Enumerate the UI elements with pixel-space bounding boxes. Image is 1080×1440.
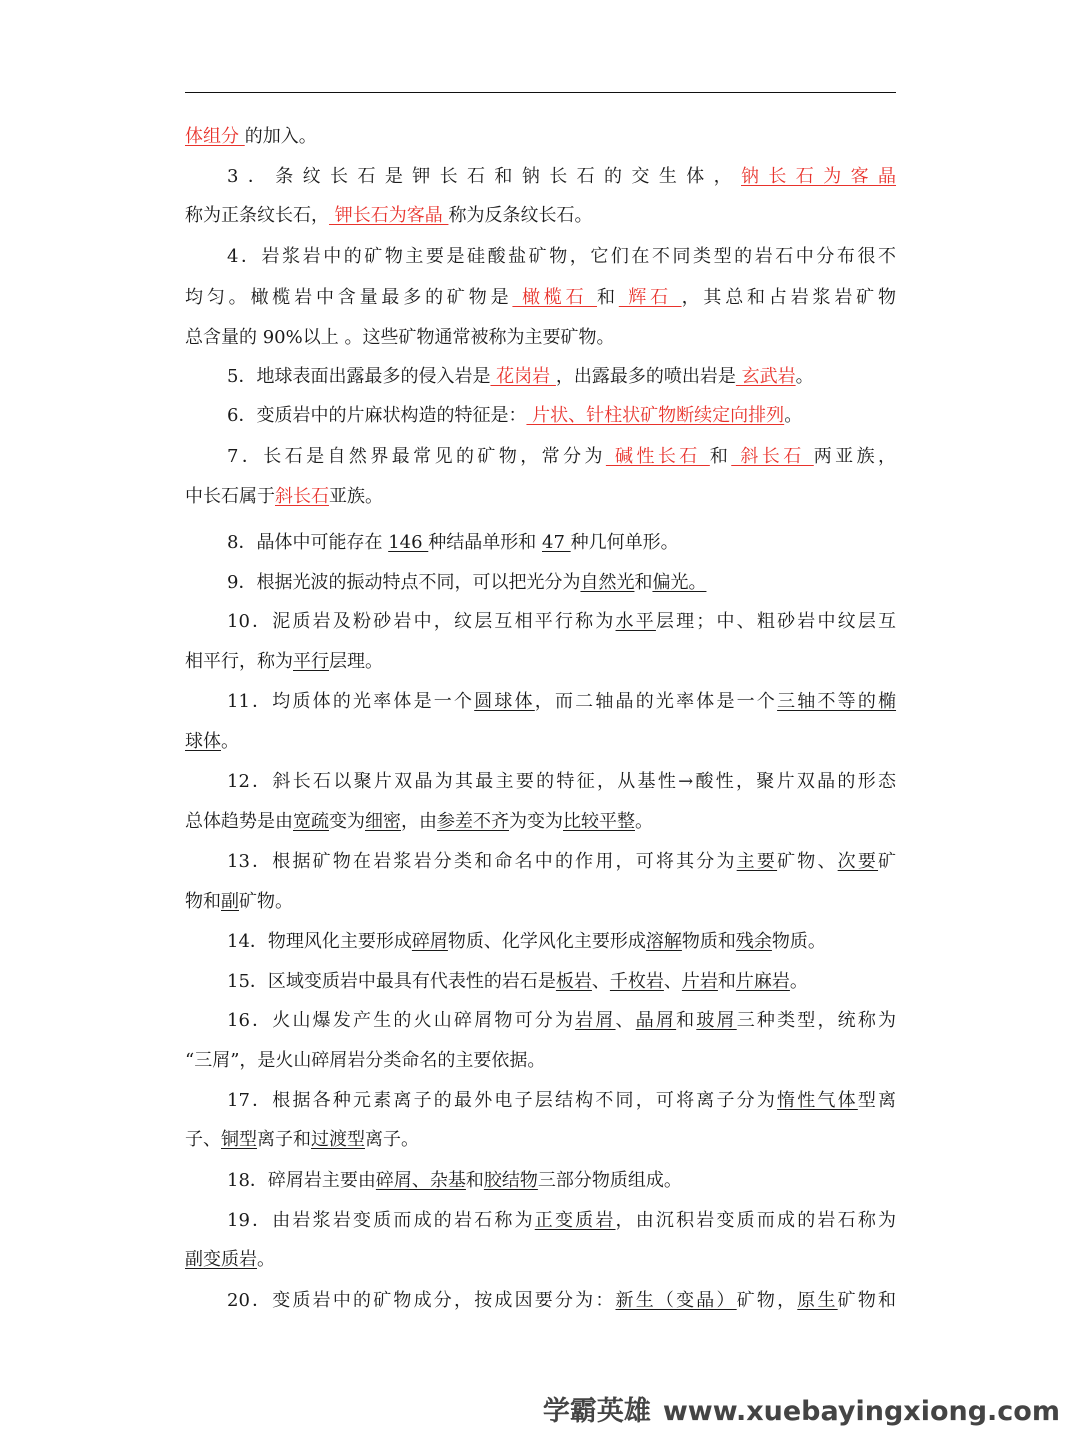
text-segment: 、 [663,971,682,992]
text-segment: 。 [221,731,239,752]
answer-underlined: 副变质岩 [185,1249,257,1270]
text-segment: 种结晶单形和 [428,532,542,553]
answer-red: 片状、针柱状矿物断续定向排列 [526,405,785,426]
answer-underlined: 146 [388,532,429,553]
text-segment: 17．根据各种元素离子的最外电子层结构不同，可将离子分为 [227,1090,778,1111]
answer-red: 橄榄石 [512,287,597,308]
text-segment: 矿物。 [239,891,293,912]
text-line [185,568,896,598]
text-segment: 12．斜长石以聚片双晶为其最主要的特征，从基性→酸性，聚片双晶的形态 [227,771,896,792]
answer-underlined: 正变质岩 [534,1210,616,1231]
answer-underlined: 板岩 [555,971,592,992]
text-segment: 物质、化学风化主要形成 [447,931,646,952]
answer-underlined: 水平 [615,611,656,632]
text-segment: 15．区域变质岩中最具有代表性的岩石是 [227,971,556,992]
text-segment: 、 [615,1010,636,1031]
answer-underlined: 宽疏 [293,811,329,832]
answer-underlined: 比较平整 [563,811,635,832]
footer-url[interactable]: www.xuebayingxiong.com [662,1396,1060,1427]
text-segment: 13．根据矿物在岩浆岩分类和命名中的作用，可将其分为 [227,851,737,872]
text-segment: 总体趋势是由 [185,811,293,832]
text-segment: 19．由岩浆岩变质而成的岩石称为 [227,1210,535,1231]
answer-underlined: 片麻岩 [735,971,790,992]
text-segment: 和 [717,971,736,992]
text-segment: 三部分物质组成。 [537,1170,682,1191]
answer-red: 碱性长石 [605,446,710,467]
text-segment: 8．晶体中可能存在 [227,532,389,553]
text-segment: 总含量的 90%以上 。这些矿物通常被称为主要矿物。 [185,327,615,348]
text-segment: 11．均质体的光率体是一个 [227,691,475,712]
answer-red: 玄武岩 [735,366,796,387]
text-segment: 。 [784,405,803,426]
answer-red: 钠长石为客晶 [741,166,897,187]
text-segment: 为变为 [509,811,563,832]
text-segment: 称为正条纹长石， [185,205,329,226]
text-line [185,1125,896,1155]
answer-underlined: 千枚岩 [609,971,664,992]
text-segment: 和 [709,446,732,467]
answer-underlined: 圆球体 [474,691,535,712]
text-segment: 物质。 [771,931,826,952]
text-segment: 和 [634,572,653,593]
text-line [185,847,896,877]
text-segment: 离子。 [365,1129,419,1150]
answer-red: 辉石 [618,287,682,308]
answer-red: 斜长石 [275,486,329,507]
text-line [185,201,896,231]
answer-underlined: 主要 [736,851,778,872]
text-segment: 种几何单形。 [570,532,679,553]
text-line [185,647,896,677]
text-line [185,1206,896,1236]
answer-underlined: 三轴不等的椭 [777,691,897,712]
text-segment: 的加入。 [244,126,317,147]
text-segment: ，由 [401,811,437,832]
text-segment: 20．变质岩中的矿物成分，按成因要分为： [227,1290,616,1311]
text-line [185,1286,896,1316]
answer-underlined: 碎屑、杂基 [375,1170,466,1191]
text-segment: 均匀。橄榄岩中含量最多的矿物是 [185,287,513,308]
text-segment: ，由沉积岩变质而成的岩石称为 [615,1210,897,1231]
text-line [185,687,896,717]
text-segment: 5．地球表面出露最多的侵入岩是 [227,366,491,387]
text-segment: 。 [257,1249,275,1270]
text-line [185,283,896,313]
text-segment: 称为反条纹长石。 [448,205,593,226]
answer-underlined: 片岩 [681,971,718,992]
text-line [185,162,896,192]
answer-red: 钾长石为客晶 [329,205,449,226]
text-line [185,887,896,917]
text-segment: 中长石属于 [185,486,275,507]
text-segment: 16．火山爆发产生的火山碎屑物可分为 [227,1010,576,1031]
text-segment: 矿物， [736,1290,798,1311]
answer-underlined: 47 [542,532,571,553]
text-segment: 矿物、 [777,851,838,872]
answer-underlined: 晶屑 [635,1010,677,1031]
answer-underlined: 惰性气体 [777,1090,858,1111]
footer-brand: 学霸英雄 [542,1396,651,1427]
answer-underlined: 副 [221,891,239,912]
text-segment: 4．岩浆岩中的矿物主要是硅酸盐矿物，它们在不同类型的岩石中分布很不 [227,246,896,267]
text-line [185,767,896,797]
answer-red: 斜长石 [731,446,814,467]
text-line [185,607,896,637]
text-segment: 7．长石是自然界最常见的矿物，常分为 [227,446,606,467]
text-segment: ，其总和占岩浆岩矿物 [681,287,896,308]
answer-underlined: 球体 [185,731,221,752]
text-segment: 离子和 [257,1129,311,1150]
text-segment: 层理。 [329,651,383,672]
text-segment: ，而二轴晶的光率体是一个 [534,691,778,712]
answer-underlined: 岩屑 [575,1010,616,1031]
answer-underlined: 原生 [797,1290,838,1311]
text-line [185,1046,896,1076]
answer-underlined: 胶结物 [483,1170,538,1191]
text-line [185,727,896,757]
text-segment: 14．物理风化主要形成 [227,931,412,952]
text-segment: 相平行，称为 [185,651,293,672]
footer-watermark [543,1392,1060,1432]
text-segment: 矿 [878,851,897,872]
text-segment: 变为 [329,811,365,832]
text-line [185,1086,896,1116]
text-segment: 子、 [185,1129,221,1150]
answer-underlined: 偏光。 [652,572,707,593]
text-line [185,967,896,997]
text-segment: 三种类型，统称为 [736,1010,897,1031]
text-segment: 物质和 [681,931,736,952]
text-segment: 。 [795,366,814,387]
text-segment: 层理；中、粗砂岩中纹层互 [655,611,897,632]
text-segment: 两亚族， [813,446,897,467]
text-segment: 矿物和 [837,1290,897,1311]
answer-red: 体组分 [185,126,239,147]
answer-underlined: 参差不齐 [437,811,509,832]
text-segment: 物和 [185,891,221,912]
header-rule [185,92,896,93]
answer-red: 花岗岩 [490,366,556,387]
answer-underlined: 过渡型 [311,1129,365,1150]
text-line [185,401,896,431]
text-segment: 9．根据光波的振动特点不同，可以把光分为 [227,572,581,593]
text-line [185,1006,896,1036]
text-line [185,807,896,837]
text-segment: 。 [635,811,653,832]
text-segment: 10．泥质岩及粉砂岩中，纹层互相平行称为 [227,611,616,632]
text-line [185,528,896,558]
text-segment: 18．碎屑岩主要由 [227,1170,376,1191]
text-line [185,323,896,353]
answer-underlined: 残余 [735,931,772,952]
text-segment: 和 [676,1010,697,1031]
answer-underlined: 新生（变晶） [615,1290,737,1311]
text-line [185,242,896,272]
text-line [185,482,896,512]
text-line [185,122,896,152]
text-line [185,442,896,472]
answer-underlined: 细密 [365,811,401,832]
answer-underlined: 平行 [293,651,329,672]
text-line [185,1166,896,1196]
text-line [185,362,896,392]
answer-underlined: 自然光 [580,572,635,593]
text-segment: 、 [591,971,610,992]
text-segment: “三屑”，是火山碎屑岩分类命名的主要依据。 [185,1050,546,1071]
text-segment: 和 [596,287,619,308]
text-segment: 和 [465,1170,484,1191]
answer-underlined: 溶解 [645,931,682,952]
text-line [185,1245,896,1275]
answer-underlined: 铜型 [221,1129,257,1150]
answer-underlined: 次要 [837,851,879,872]
answer-underlined: 碎屑 [411,931,448,952]
text-segment: 型离 [857,1090,897,1111]
text-segment: 3．条纹长石是钾长石和钠长石的交生体， [227,166,742,187]
text-line [185,927,896,957]
text-segment: 6．变质岩中的片麻状构造的特征是： [227,405,527,426]
answer-underlined: 玻屑 [696,1010,737,1031]
text-segment: 。 [789,971,808,992]
text-segment: 亚族。 [329,486,383,507]
text-segment: ，出露最多的喷出岩是 [555,366,736,387]
